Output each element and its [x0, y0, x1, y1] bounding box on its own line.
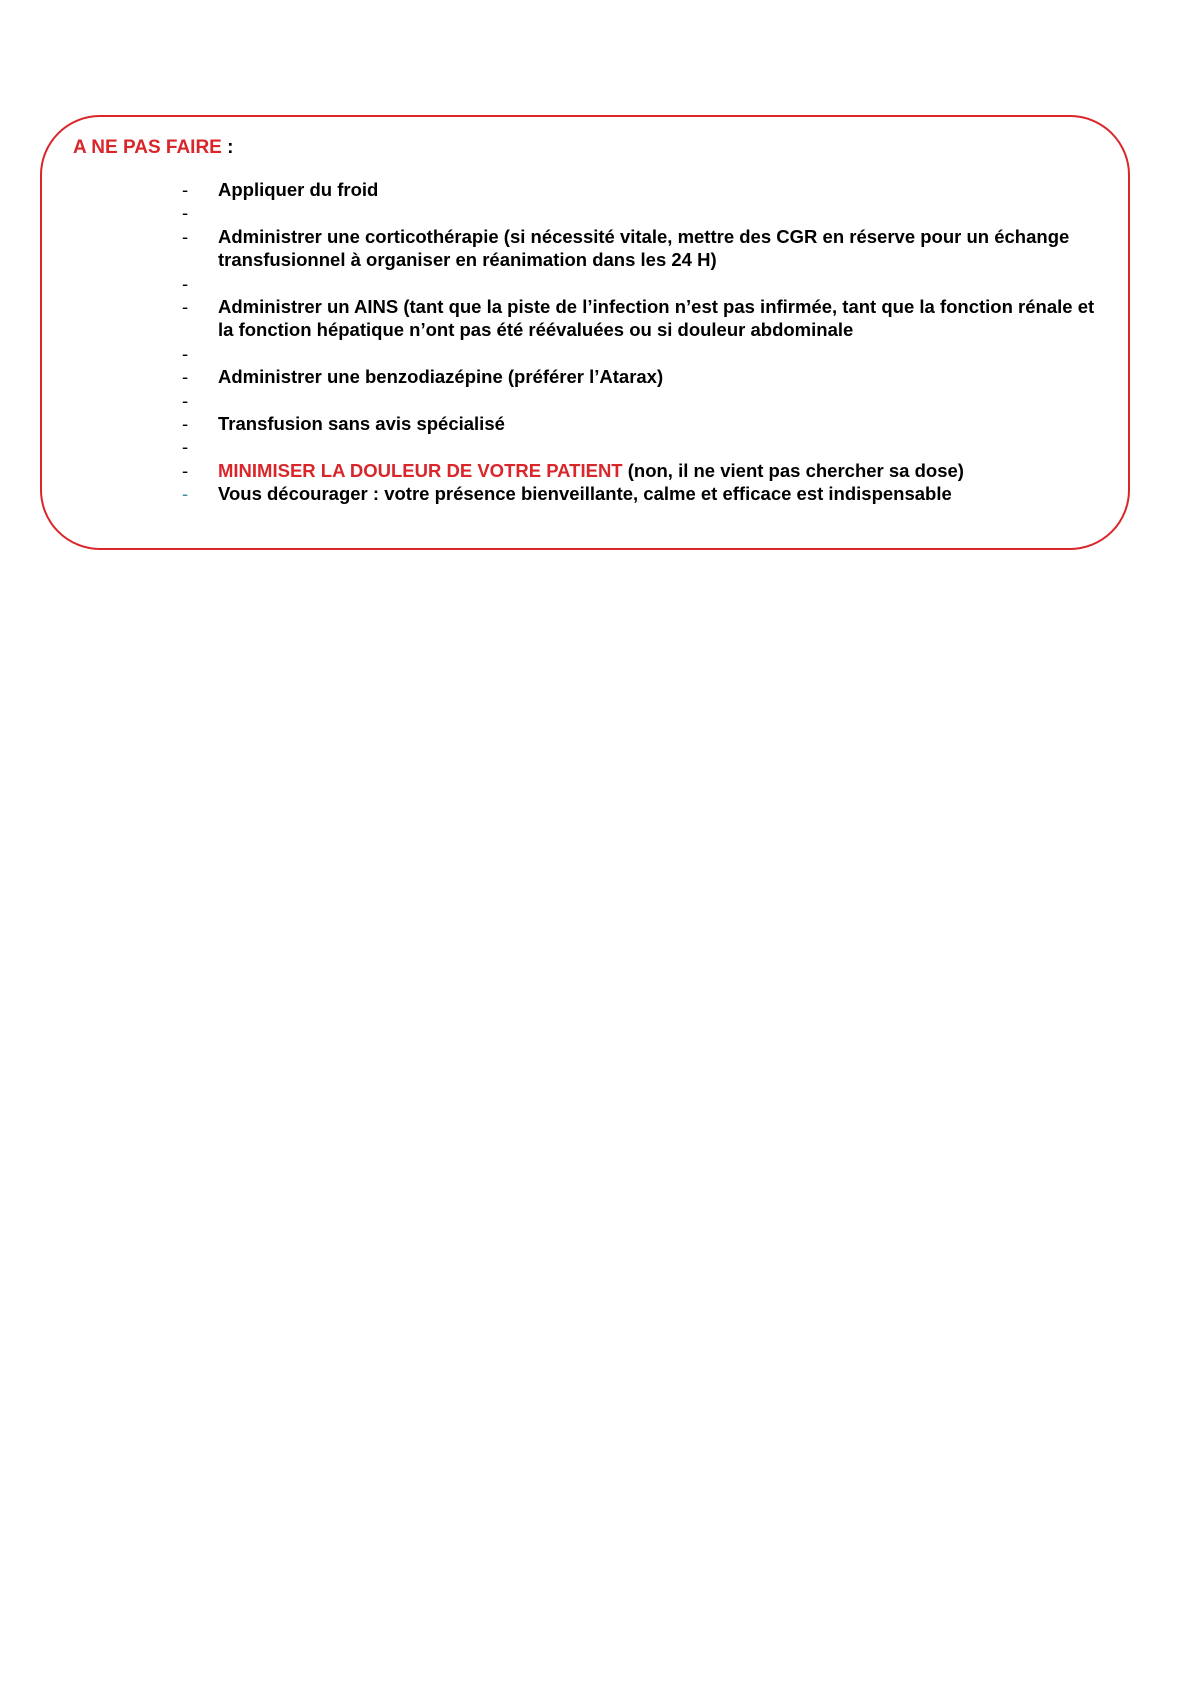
item-text: Administrer un AINS (tant que la piste de l’infection n’est pas infirmée, tant que la fonction rénale et la fonction hépatique n’ont pas été réévaluées ou si douleur abdominale — [218, 296, 1095, 341]
list-item — [180, 435, 1100, 458]
list-item — [180, 201, 1100, 224]
item-text — [218, 435, 1100, 458]
item-text — [218, 389, 1100, 412]
list-dash: - — [182, 342, 189, 364]
list-item — [180, 365, 1100, 388]
dont-do-list — [180, 178, 1100, 506]
item-text: Appliquer du froid — [218, 179, 379, 200]
item-text — [218, 201, 1100, 224]
heading-colon: : — [221, 137, 234, 158]
list-dash: - — [182, 436, 189, 458]
list-dash: - — [182, 389, 189, 411]
heading-label: A NE PAS FAIRE — [73, 137, 222, 158]
list-dash: - — [182, 483, 189, 505]
item-text — [218, 272, 1100, 295]
list-item — [180, 295, 1100, 342]
item-text — [218, 459, 1100, 482]
list-dash: - — [182, 225, 189, 247]
list-item — [180, 389, 1100, 412]
item-text: Transfusion sans avis spécialisé — [218, 413, 505, 435]
list-item — [180, 225, 1100, 272]
list-dash: - — [182, 413, 189, 435]
list-dash: - — [182, 459, 189, 481]
list-dash: - — [182, 296, 189, 318]
list-item — [180, 459, 1100, 482]
list-item — [180, 412, 1100, 435]
list-item — [180, 482, 1100, 505]
item-text: Administrer une benzodiazépine (préférer l’Atarax) — [218, 366, 664, 388]
list-dash: - — [182, 179, 189, 200]
item-text: Administrer une corticothérapie (si nécessité vitale, mettre des CGR en réserve pour un échange transfusionnel à organiser en réanimation dans les 24 H) — [218, 225, 1070, 271]
list-dash: - — [182, 272, 189, 294]
emphasis-text: MINIMISER LA DOULEUR DE VOTRE PATIENT — [218, 459, 623, 481]
item-text-tail: (non, il ne vient pas chercher sa dose) — [622, 459, 964, 481]
list-item — [180, 342, 1100, 365]
list-dash: - — [182, 202, 189, 224]
list-item — [180, 178, 1100, 201]
list-item — [180, 272, 1100, 295]
item-text — [218, 342, 1100, 365]
list-dash: - — [182, 366, 189, 388]
item-text: Vous décourager : votre présence bienveillante, calme et efficace est indispensable — [218, 483, 952, 505]
section-heading — [73, 136, 233, 160]
